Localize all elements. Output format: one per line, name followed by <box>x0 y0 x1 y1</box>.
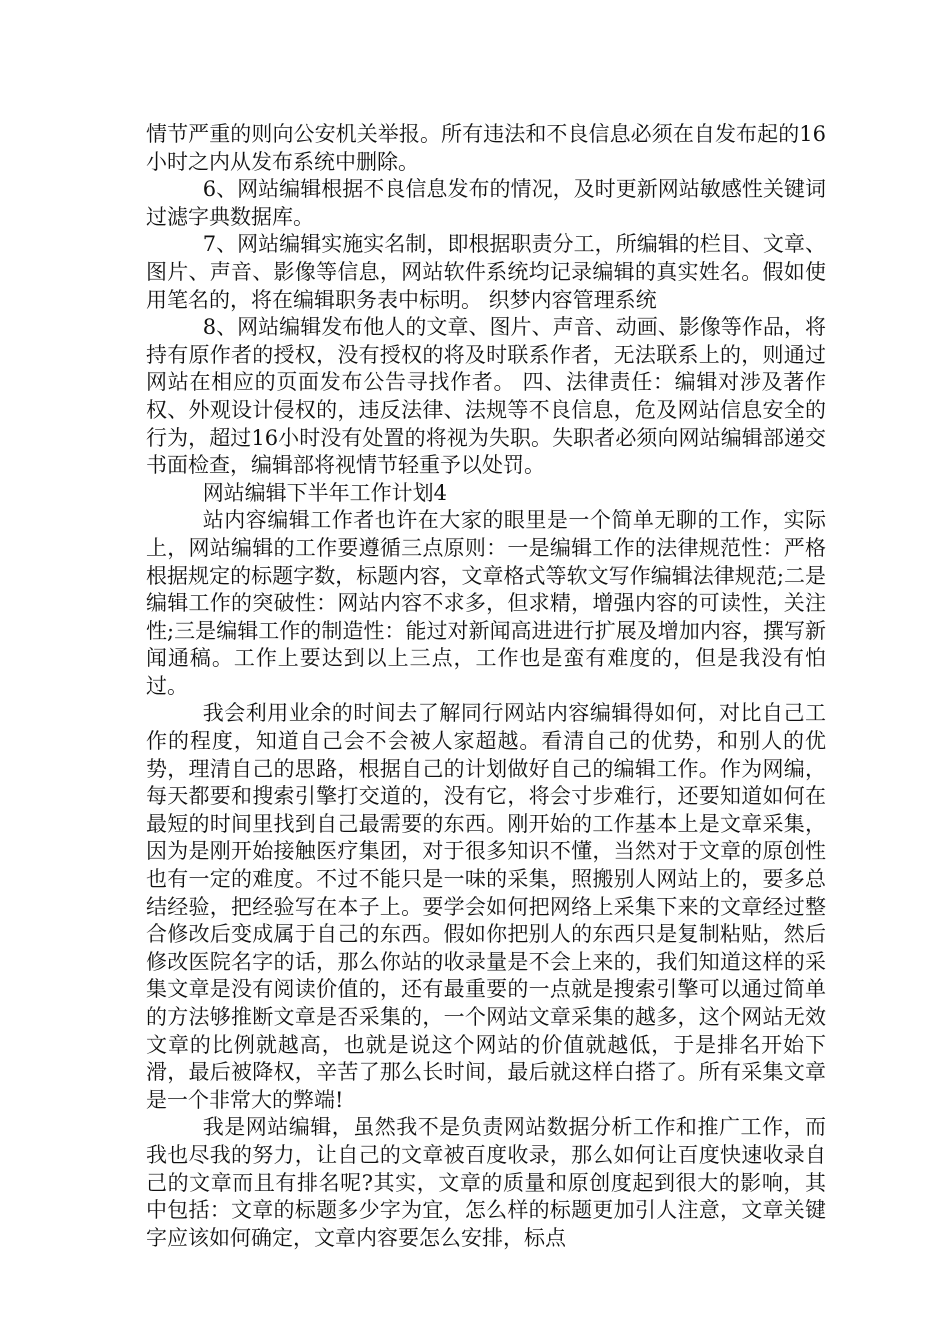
paragraph-item-6: 6、网站编辑根据不良信息发布的情况，及时更新网站敏感性关键词过滤字典数据库。 <box>146 177 826 229</box>
paragraph-principles: 站内容编辑工作者也许在大家的眼里是一个简单无聊的工作，实际上，网站编辑的工作要遵循三点原则：一是编辑工作的法律规范性：严格根据规定的标题字数，标题内容，文章格式等软文写作编辑法律规范;二是编辑工作的突破性：网站内容不求多，但求精，增强内容的可读性，关注性;三是编辑工作的制造性：能过对新闻高进进行扩展及增加内容，撰写新闻通稿。工作上要达到以上三点，工作也是蛮有难度的，但是我没有怕过。 <box>146 508 826 698</box>
paragraph-collection: 我会利用业余的时间去了解同行网站内容编辑得如何，对比自己工作的程度，知道自己会不会被人家超越。看清自己的优势，和别人的优势，理清自己的思路，根据自己的计划做好自己的编辑工作。作为网编，每天都要和搜索引擎打交道的，没有它，将会寸步难行，还要知道如何在最短的时间里找到自己最需要的东西。刚开始的工作基本上是文章采集，因为是刚开始接触医疗集团，对于很多知识不懂，当然对于文章的原创性也有一定的难度。不过不能只是一味的采集，照搬别人网站上的，要多总结经验，把经验写在本子上。要学会如何把网络上采集下来的文章经过整合修改后变成属于自己的东西。假如你把别人的东西只是复制粘贴，然后修改医院名字的话，那么你站的收录量是不会上来的，我们知道这样的采集文章是没有阅读价值的，还有最重要的一点就是搜索引擎可以通过简单的方法够推断文章是否采集的，一个网站文章采集的越多，这个网站无效文章的比例就越高，也就是说这个网站的价值就越低，于是排名开始下滑，最后被降权，辛苦了那么长时间，最后就这样白搭了。所有采集文章是一个非常大的弊端! <box>146 701 826 1112</box>
paragraph-item-8: 8、网站编辑发布他人的文章、图片、声音、动画、影像等作品，将持有原作者的授权，没有授权的将及时联系作者，无法联系上的，则通过网站在相应的页面发布公告寻找作者。 四、法律责任：编辑对涉及著作权、外观设计侵权的，违反法律、法规等不良信息，危及网站信息安全的行为，超过16小时没有处置的将视为失职。失职者必须向网站编辑部递交书面检查，编辑部将视情节轻重予以处罚。 <box>146 315 826 478</box>
paragraph-item-7: 7、网站编辑实施实名制，即根据职责分工，所编辑的栏目、文章、图片、声音、影像等信息，网站软件系统均记录编辑的真实姓名。假如使用笔名的，将在编辑职务表中标明。 织梦内容管理系统 <box>146 232 826 312</box>
paragraph-continuation: 情节严重的则向公安机关举报。所有违法和不良信息必须在自发布起的16小时之内从发布系统中删除。 <box>146 122 826 174</box>
section-heading: 网站编辑下半年工作计划4 <box>202 480 448 505</box>
paragraph-indexing: 我是网站编辑，虽然我不是负责网站数据分析工作和推广工作，而我也尽我的努力，让自己的文章被百度收录，那么如何让百度快速收录自己的文章而且有排名呢?其实，文章的质量和原创度起到很大的影响，其中包括：文章的标题多少字为宜，怎么样的标题更加引人注意，文章关键字应该如何确定，文章内容要怎么安排，标点 <box>146 1115 826 1250</box>
document-page <box>146 121 826 1252</box>
